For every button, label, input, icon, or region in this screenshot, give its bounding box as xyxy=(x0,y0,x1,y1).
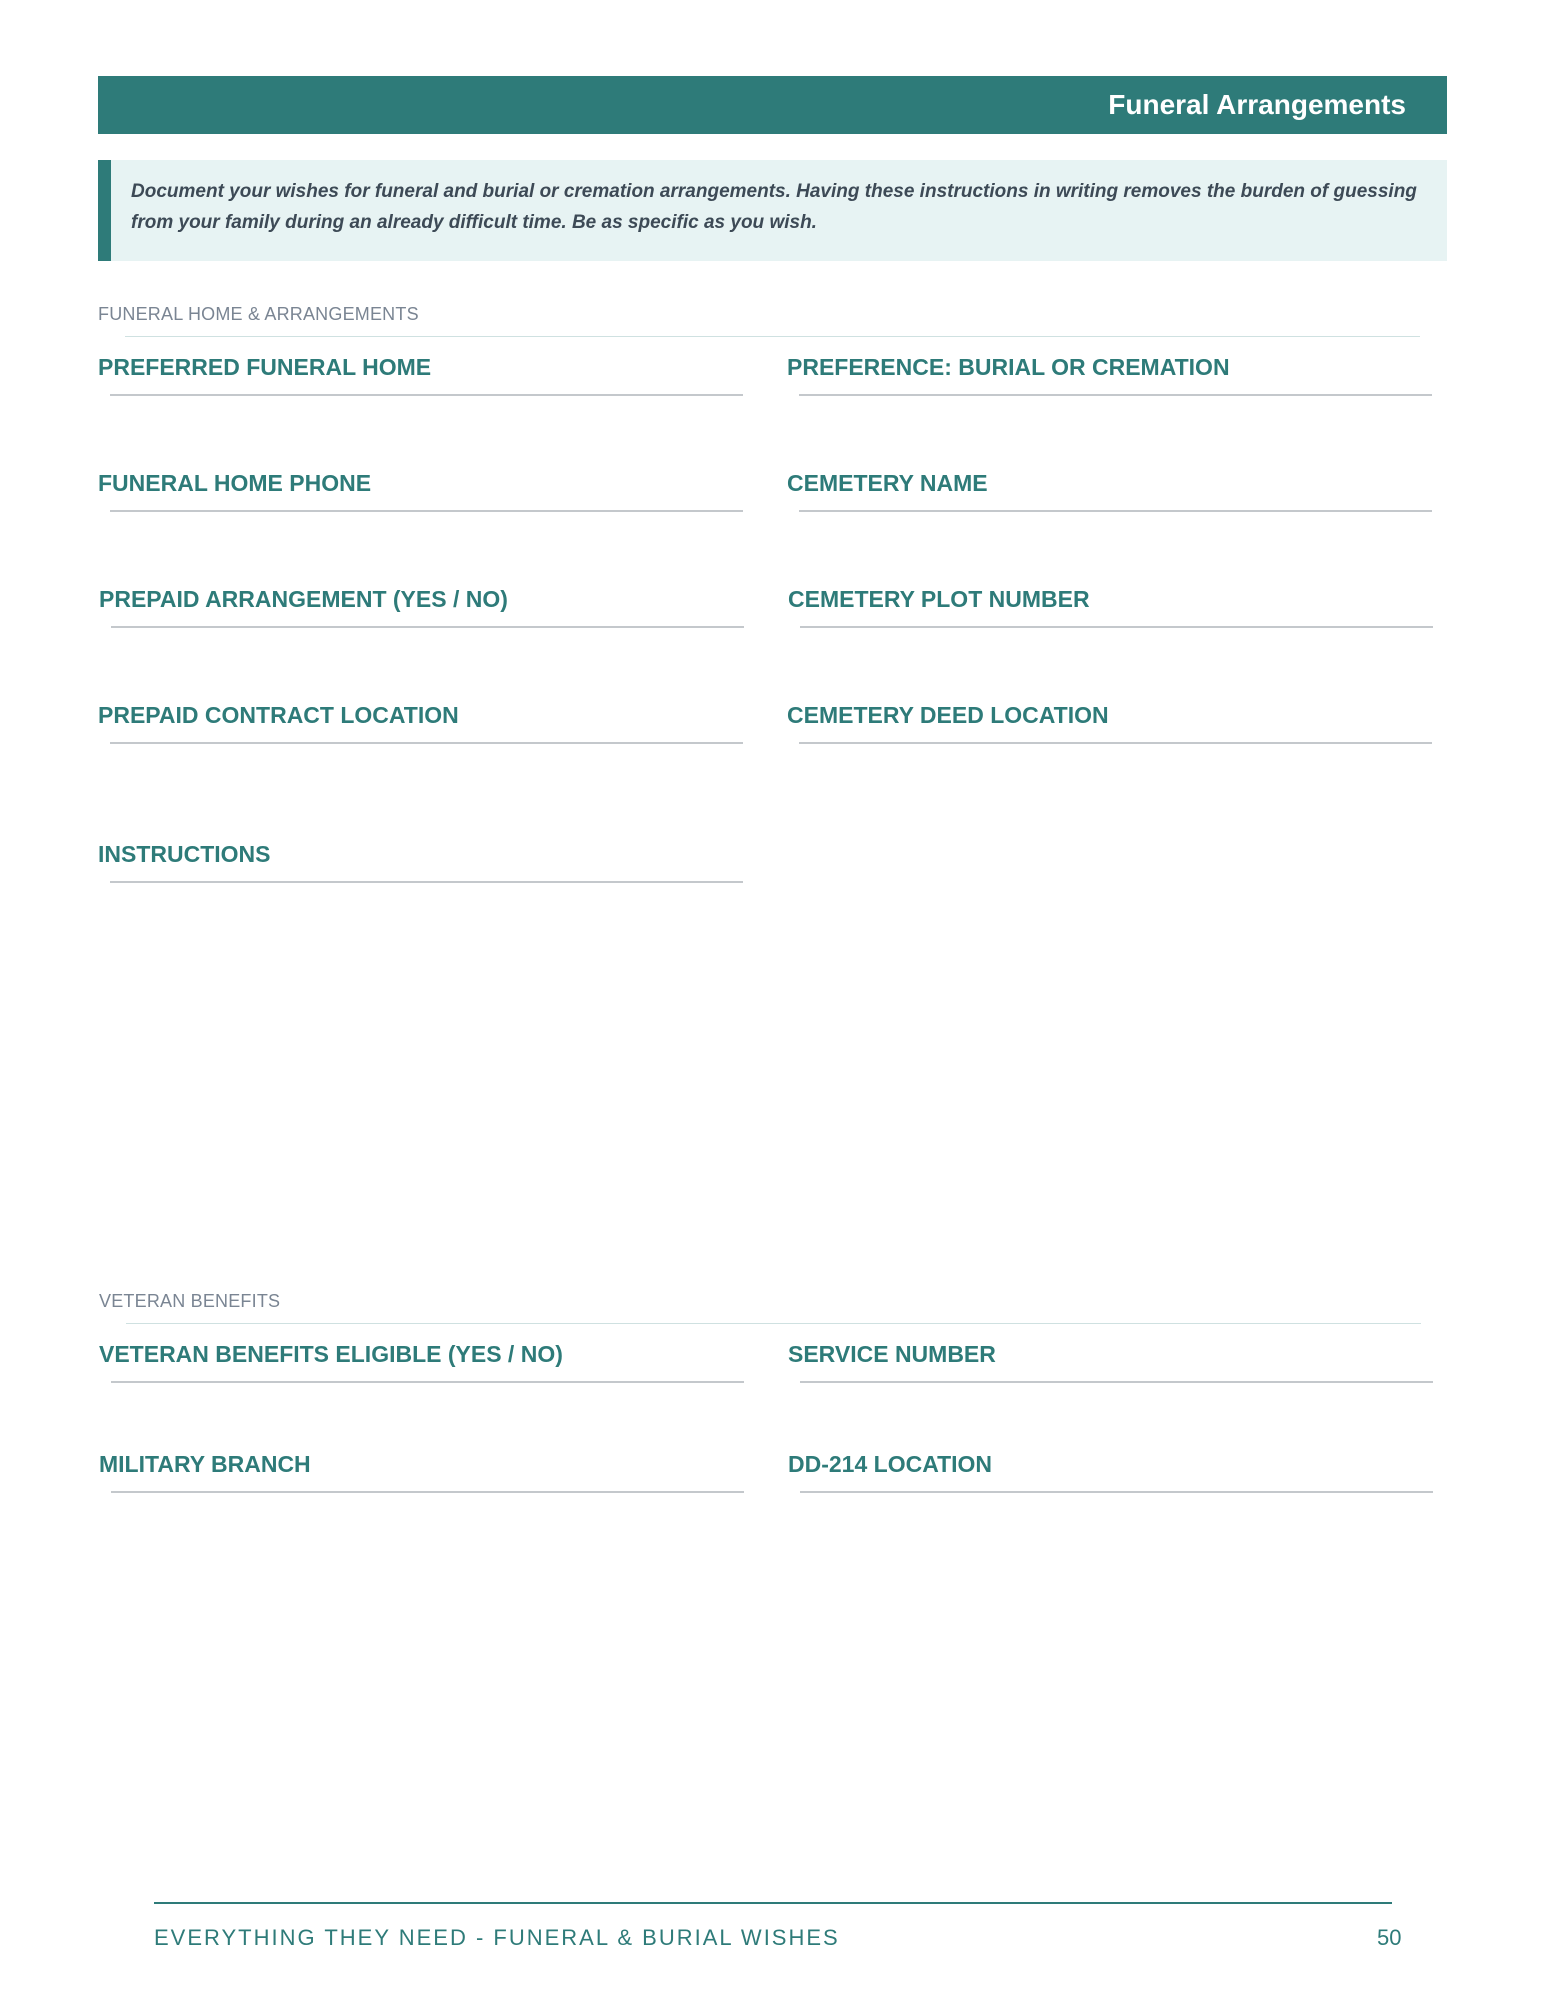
field-underline xyxy=(111,1491,744,1493)
field-label: DD-214 LOCATION xyxy=(788,1451,993,1477)
field-underline xyxy=(800,1491,1433,1493)
field-label: CEMETERY DEED LOCATION xyxy=(787,702,1109,728)
field-burial-or-cremation[interactable] xyxy=(787,353,1432,396)
field-veteran-benefits-eligible[interactable] xyxy=(99,1340,744,1383)
field-underline xyxy=(799,394,1432,396)
footer-text: EVERYTHING THEY NEED - FUNERAL & BURIAL WISHES xyxy=(154,1925,840,1950)
field-underline xyxy=(111,1381,744,1383)
field-label: PREPAID CONTRACT LOCATION xyxy=(98,702,459,728)
section-title-funeral-home: FUNERAL HOME & ARRANGEMENTS xyxy=(98,304,419,324)
intro-text: Document your wishes for funeral and burial or cremation arrangements. Having these instructions in writing removes the burden of guessing from your family during an already difficult time. Be as specific as you wish. xyxy=(131,181,1417,233)
field-funeral-home-phone[interactable] xyxy=(98,469,743,512)
field-cemetery-plot-number[interactable] xyxy=(788,585,1433,628)
field-underline xyxy=(110,881,743,883)
field-underline xyxy=(800,1381,1433,1383)
page-title: Funeral Arrangements xyxy=(1108,89,1406,120)
field-label: PREFERRED FUNERAL HOME xyxy=(98,354,432,380)
section-divider xyxy=(125,336,1420,337)
field-label: INSTRUCTIONS xyxy=(98,841,271,867)
field-label: CEMETERY PLOT NUMBER xyxy=(788,586,1090,612)
field-label: VETERAN BENEFITS ELIGIBLE (YES / NO) xyxy=(99,1341,563,1367)
field-cemetery-deed-location[interactable] xyxy=(787,701,1432,744)
field-cemetery-name[interactable] xyxy=(787,469,1432,512)
field-military-branch[interactable] xyxy=(99,1450,744,1493)
field-label: SERVICE NUMBER xyxy=(788,1341,996,1367)
field-instructions[interactable] xyxy=(98,840,743,883)
field-prepaid-contract-location[interactable] xyxy=(98,701,743,744)
page-number: 50 xyxy=(1377,1925,1402,1950)
section-title-veteran-benefits: VETERAN BENEFITS xyxy=(99,1291,281,1311)
header-bar xyxy=(98,76,1447,134)
field-label: CEMETERY NAME xyxy=(787,470,988,496)
field-label: PREPAID ARRANGEMENT (YES / NO) xyxy=(99,586,508,612)
field-underline xyxy=(799,510,1432,512)
field-underline xyxy=(799,742,1432,744)
field-label: MILITARY BRANCH xyxy=(99,1451,311,1477)
intro-callout xyxy=(98,160,1447,261)
field-label: PREFERENCE: BURIAL OR CREMATION xyxy=(787,354,1230,380)
field-underline xyxy=(110,510,743,512)
field-service-number[interactable] xyxy=(788,1340,1433,1383)
section-divider xyxy=(126,1323,1421,1324)
field-label: FUNERAL HOME PHONE xyxy=(98,470,372,496)
field-preferred-funeral-home[interactable] xyxy=(98,353,743,396)
field-underline xyxy=(111,626,744,628)
field-underline xyxy=(800,626,1433,628)
field-prepaid-arrangement[interactable] xyxy=(99,585,744,628)
field-underline xyxy=(110,394,743,396)
field-dd214-location[interactable] xyxy=(788,1450,1433,1493)
footer-divider xyxy=(154,1902,1392,1904)
field-underline xyxy=(110,742,743,744)
